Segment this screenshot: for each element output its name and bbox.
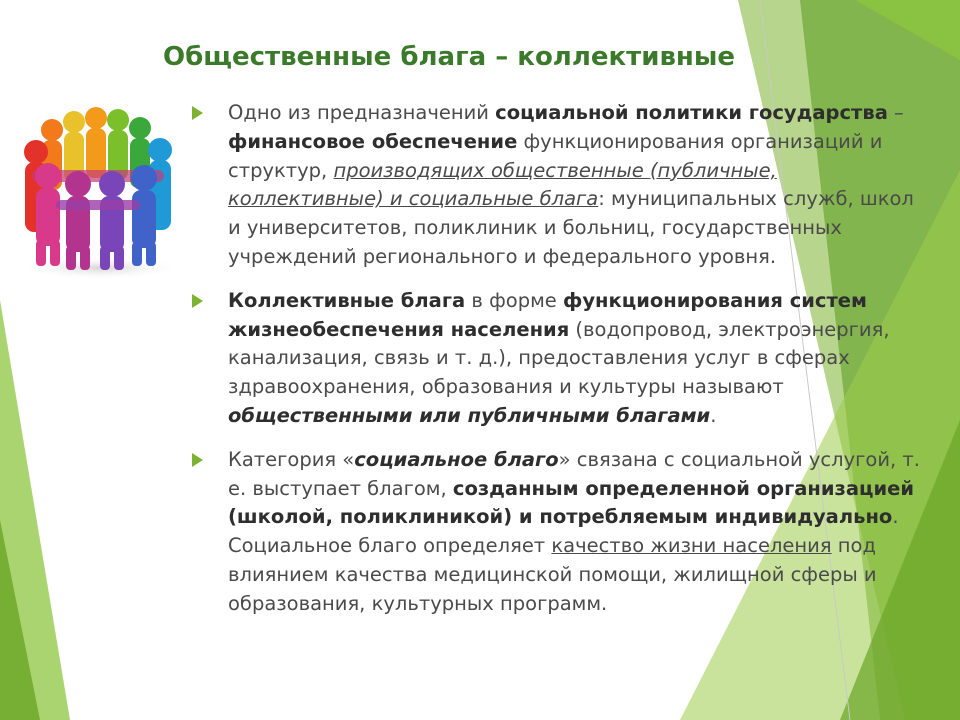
bullet-1-text-3: функционирования организаций и структур, [228,129,883,182]
bullet-1-text-2: – [887,101,904,124]
bullet-arrow-icon [192,106,203,120]
bullet-1-text-1: Одно из предназначений [228,101,496,124]
bullet-2-text-2: (водопровод, электроэнергия, канализация, связь и т. д.), предоставления услуг в сферах здравоохранения, образования и культуры называют [228,317,890,399]
bullet-1-bold-social-policy: социальной политики государства [495,101,888,124]
bullet-3-text-2: » связана с социальной услугой, т. е. выступает благом, [228,447,920,500]
bullet-3-underlined-quality-of-life: качество жизни населения [551,534,832,558]
bullet-3-bold-created-by-organization: созданным определенной организацией (школой, поликлиникой) и потребляемым индивидуально [228,476,915,529]
bullet-3-text-4: под влиянием качества медицинской помощи, жилищной сферы и образования, культурных программ. [228,534,877,615]
bullet-item-3 [190,446,920,619]
bullet-1-bold-financing: финансовое обеспечение [228,129,518,153]
bullet-item-1 [190,99,920,272]
bullet-3-text-1: Категория « [228,447,355,471]
bullet-2-bold-life-support: функционирования систем жизнеобеспечения населения [228,288,867,341]
bullet-arrow-icon [192,453,203,467]
bullet-1-underlined-goods: производящих общественные (публичные, коллективные) и социальные блага [228,158,777,211]
bullet-arrow-icon [192,294,203,308]
bullet-item-2 [190,287,920,431]
people-circle-image [12,100,184,282]
bullet-3-text-3: . Социальное благо определяет [228,505,899,558]
bullet-list [190,99,920,634]
bullet-1-text-4: : муниципальных служб, школ и университетов, поликлиник и больниц, государственных учреждений регионального и федерального уровня. [228,187,914,268]
bullet-2-bold-italic-public-goods: общественными или публичными благами [228,403,711,427]
bullet-3-bold-italic-social-good: социальное благо [354,447,559,471]
slide-title: Общественные блага – коллективные [163,42,736,72]
bullet-2-text-3: . [710,403,717,427]
bullet-2-text-1: в форме [465,288,563,312]
bullet-2-bold-collective-goods: Коллективные блага [228,288,466,312]
